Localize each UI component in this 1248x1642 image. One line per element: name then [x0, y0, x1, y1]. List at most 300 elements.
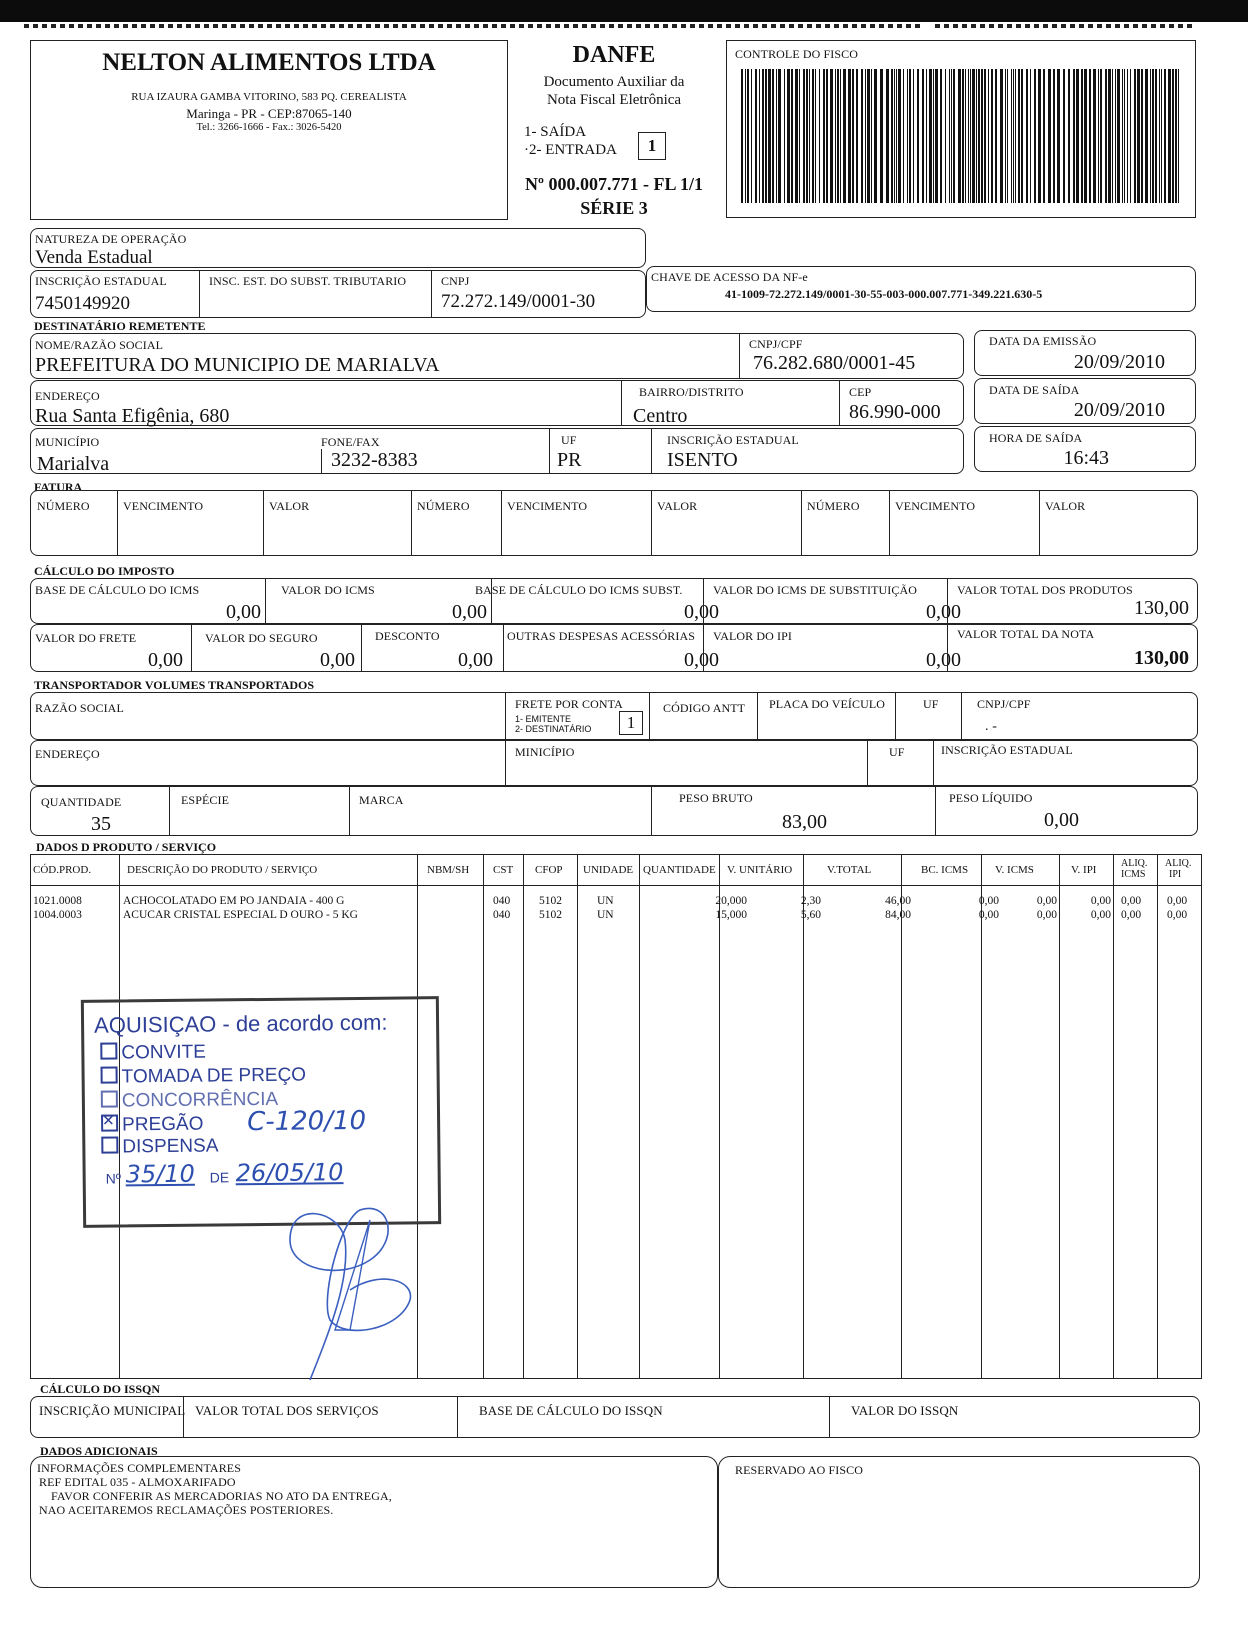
col-header-cod: CÓD.PROD.: [33, 864, 92, 876]
outras: 0,00: [684, 649, 719, 671]
barcode-bar: [1130, 69, 1131, 203]
barcode-bar: [995, 69, 997, 203]
barcode-bar: [819, 69, 820, 203]
barcode-bar: [1034, 69, 1036, 203]
barcode-bar: [907, 69, 908, 203]
barcode-bar: [958, 69, 961, 203]
col-header-total: V.TOTAL: [827, 864, 872, 876]
barcode-bar: [791, 69, 793, 203]
table-cell: 0,00: [1167, 909, 1188, 921]
transp-row2: [30, 740, 1198, 786]
dest-nome-box: [30, 333, 964, 379]
barcode-bar: [981, 69, 983, 203]
dest-ie-label: INSCRIÇÃO ESTADUAL: [667, 433, 799, 447]
barcode-bar: [1013, 69, 1014, 203]
transp-razao-label: RAZÃO SOCIAL: [35, 701, 124, 715]
col-header-unit: V. UNITÁRIO: [727, 864, 793, 876]
dest-endereco: Rua Santa Efigênia, 680: [35, 405, 230, 427]
dest-nome-label: NOME/RAZÃO SOCIAL: [35, 338, 164, 352]
barcode-bar: [787, 69, 790, 203]
transp-placa-label: PLACA DO VEÍCULO: [769, 697, 886, 711]
divider: [199, 271, 200, 317]
produtos-section: DADOS D PRODUTO / SERVIÇO: [36, 840, 217, 854]
transp-municipio-label: MINICÍPIO: [515, 745, 575, 759]
barcode-bar: [778, 69, 781, 203]
base-subst-label: BASE DE CÁLCULO DO ICMS SUBST.: [475, 583, 683, 597]
barcode-bar: [768, 69, 771, 203]
col-header-cfop: CFOP: [535, 864, 563, 876]
barcode-bar: [1115, 69, 1116, 203]
dest-cep: 86.990-000: [849, 401, 941, 423]
divider: [703, 625, 704, 671]
barcode-bar: [865, 69, 866, 203]
barcode-bar: [823, 69, 825, 203]
divider: [829, 1397, 830, 1437]
table-cell: 46,00: [885, 895, 911, 907]
fatura-col: VENCIMENTO: [895, 499, 976, 513]
table-header-divider: [31, 885, 1201, 886]
dest-hora-box: [974, 426, 1196, 472]
divider: [1157, 855, 1158, 1378]
barcode-bar: [765, 69, 767, 203]
table-cell: 20,000: [715, 895, 747, 907]
issqn-valor-label: VALOR DO ISSQN: [851, 1403, 959, 1418]
stamp-option-label: PREGÃO: [122, 1113, 204, 1136]
table-cell: ACUCAR CRISTAL ESPECIAL D OURO - 5 KG: [123, 909, 358, 921]
divider: [169, 787, 170, 835]
transp-endereco-label: ENDEREÇO: [35, 747, 100, 761]
transp-cnpj-label: CNPJ/CPF: [977, 697, 1031, 711]
transportador-section: TRANSPORTADOR VOLUMES TRANSPORTADOS: [34, 678, 315, 692]
table-cell: 0,00: [1036, 909, 1057, 921]
reservado-fisco-box: [718, 1456, 1200, 1588]
issqn-box: [30, 1396, 1200, 1438]
controle-fisco-label: CONTROLE DO FISCO: [735, 47, 859, 61]
barcode-bar: [970, 69, 971, 203]
barcode-bar: [1011, 69, 1012, 203]
divider: [265, 579, 266, 623]
info-line-3: NAO ACEITAREMOS RECLAMAÇÕES POSTERIORES.: [39, 1503, 334, 1517]
barcode-bar: [1073, 69, 1075, 203]
barcode-bar: [776, 69, 777, 203]
table-cell: 0,00: [1121, 895, 1142, 907]
divider: [263, 491, 264, 555]
info-line-2: FAVOR CONFERIR AS MERCADORIAS NO ATO DA ENTREGA,: [51, 1489, 392, 1503]
divider: [1059, 855, 1060, 1378]
barcode-bar: [880, 69, 883, 203]
divider: [651, 787, 652, 835]
perforation-line: [935, 24, 1195, 28]
barcode-bar: [1122, 69, 1123, 203]
dest-cnpj-label: CNPJ/CPF: [749, 337, 803, 351]
divider: [933, 741, 934, 785]
seguro-label: VALOR DO SEGURO: [205, 631, 318, 645]
transp-frete-opt2: 2- DESTINATÁRIO: [515, 724, 592, 734]
transp-liquido-label: PESO LÍQUIDO: [949, 791, 1033, 805]
divider: [901, 855, 902, 1378]
checked-box-icon: [101, 1114, 118, 1131]
base-subst: 0,00: [684, 601, 719, 623]
danfe-subtitle-1: Documento Auxiliar da: [543, 74, 685, 90]
table-cell: 0,00: [1090, 895, 1111, 907]
barcode-bar: [1145, 69, 1148, 203]
total-produtos-label: VALOR TOTAL DOS PRODUTOS: [957, 583, 1133, 597]
barcode-bar: [1048, 69, 1051, 203]
barcode-bar: [1081, 69, 1083, 203]
desconto-label: DESCONTO: [375, 629, 440, 643]
barcode-bar: [988, 69, 989, 203]
barcode-bar: [840, 69, 841, 203]
divider: [895, 693, 896, 739]
dest-bairro-label: BAIRRO/DISTRITO: [639, 385, 744, 399]
dest-hora-label: HORA DE SAÍDA: [989, 431, 1083, 445]
barcode-bar: [1053, 69, 1055, 203]
divider: [191, 625, 192, 671]
issqn-servicos-label: VALOR TOTAL DOS SERVIÇOS: [195, 1403, 379, 1418]
divider: [757, 693, 758, 739]
stamp-option-label: CONVITE: [121, 1041, 206, 1064]
barcode-bar: [909, 69, 911, 203]
barcode-bar: [972, 69, 975, 203]
divider: [867, 741, 868, 785]
barcode-bar: [1108, 69, 1111, 203]
barcode-bar: [856, 69, 858, 203]
table-cell: 5,60: [800, 909, 821, 921]
barcode-bar: [1141, 69, 1143, 203]
divider: [1039, 491, 1040, 555]
total-nota: 130,00: [1134, 647, 1189, 669]
col-header-qtd: QUANTIDADE: [643, 864, 716, 876]
transp-row3: [30, 786, 1198, 836]
stamp-option-pregao: [101, 1114, 204, 1137]
barcode-bar: [1005, 69, 1006, 203]
divider: [457, 1397, 458, 1437]
transp-frete-value: 1: [619, 711, 643, 735]
desconto: 0,00: [458, 649, 493, 671]
table-cell: ACHOCOLATADO EM PO JANDAIA - 400 G: [123, 895, 345, 907]
table-cell: 0,00: [1036, 895, 1057, 907]
dest-hora: 16:43: [1063, 447, 1109, 469]
table-cell: UN: [597, 895, 614, 907]
barcode-bar: [759, 69, 760, 203]
valor-icms-label: VALOR DO ICMS: [281, 583, 375, 597]
transp-frete-label: FRETE POR CONTA: [515, 697, 623, 711]
stamp-option-label: CONCORRÊNCIA: [121, 1088, 279, 1112]
dest-fone: 3232-8383: [331, 449, 418, 471]
barcode-bar: [1112, 69, 1113, 203]
destinatario-section: DESTINATÁRIO REMETENTE: [34, 319, 206, 333]
dest-fone-label: FONE/FAX: [321, 435, 380, 449]
barcode-bar: [1164, 69, 1166, 203]
barcode-bar: [917, 69, 919, 203]
dest-endereco-label: ENDEREÇO: [35, 389, 100, 403]
cnpj-value: 72.272.149/0001-30: [441, 291, 596, 312]
divider: [889, 491, 890, 555]
danfe-numero: Nº 000.007.771 - FL 1/1: [525, 174, 703, 194]
divider: [621, 381, 622, 425]
barcode-bar: [809, 69, 810, 203]
barcode-bar: [762, 69, 764, 203]
info-complementares-box: [30, 1456, 718, 1588]
barcode-bar: [799, 69, 800, 203]
danfe-subtitle-2: Nota Fiscal Eletrônica: [546, 92, 682, 108]
table-row: 1021.0008: [33, 895, 82, 907]
barcode-bar: [935, 69, 938, 203]
barcode-bar: [1178, 69, 1179, 203]
barcode-bar: [940, 69, 942, 203]
barcode-bar: [815, 69, 816, 203]
barcode-bar: [1030, 69, 1031, 203]
table-cell: 0,00: [978, 895, 999, 907]
barcode-bar: [1038, 69, 1041, 203]
dest-municipio-box: [30, 428, 964, 474]
stamp-option-dispensa: [101, 1135, 218, 1158]
barcode-bar: [1100, 69, 1102, 203]
divider: [361, 625, 362, 671]
divider: [431, 271, 432, 317]
barcode-bar: [991, 69, 993, 203]
barcode-bar: [1026, 69, 1028, 203]
danfe-tipo-box: 1: [638, 132, 666, 160]
icms-subst-label: VALOR DO ICMS DE SUBSTITUIÇÃO: [713, 583, 918, 597]
transp-especie-label: ESPÉCIE: [181, 793, 230, 807]
checkbox-icon: [101, 1136, 118, 1153]
col-header-bc: BC. ICMS: [921, 864, 969, 876]
ipi: 0,00: [926, 649, 961, 671]
col-header-cst: CST: [493, 864, 514, 876]
dest-bairro: Centro: [633, 405, 688, 427]
barcode-bar: [926, 69, 927, 203]
danfe-title: DANFE: [572, 42, 656, 68]
barcode-bar: [867, 69, 870, 203]
chave-label: CHAVE DE ACESSO DA NF-e: [651, 270, 808, 284]
transp-qtd-label: QUANTIDADE: [41, 795, 122, 809]
dest-emissao-label: DATA DA EMISSÃO: [989, 334, 1097, 348]
divider: [719, 855, 720, 1378]
barcode-bar: [913, 69, 914, 203]
fatura-col: NÚMERO: [807, 499, 860, 513]
dest-uf-label: UF: [561, 433, 577, 447]
table-cell: 040: [493, 895, 511, 907]
divider: [651, 429, 652, 473]
divider: [523, 855, 524, 1378]
barcode-bar: [1172, 69, 1174, 203]
barcode-bar: [896, 69, 897, 203]
barcode-bar: [894, 69, 895, 203]
barcode-bar: [837, 69, 839, 203]
barcode-bar: [949, 69, 950, 203]
table-row: 1004.0003: [33, 909, 82, 921]
fatura-col: NÚMERO: [37, 499, 90, 513]
divider: [649, 693, 650, 739]
barcode-bar: [861, 69, 863, 203]
barcode-bar: [812, 69, 814, 203]
dest-saida-box: [974, 378, 1196, 424]
issqn-im-label: INSCRIÇÃO MUNICIPAL: [39, 1403, 186, 1418]
dest-nome: PREFEITURA DO MUNICIPIO DE MARIALVA: [35, 354, 440, 376]
emitter-address: RUA IZAURA GAMBA VITORINO, 583 PQ. CEREALISTA: [131, 91, 407, 103]
divider: [505, 693, 506, 739]
barcode-bar: [1175, 69, 1177, 203]
barcode-bar: [1043, 69, 1045, 203]
barcode-bar: [1152, 69, 1154, 203]
barcode-bar: [1063, 69, 1065, 203]
divider: [183, 1397, 184, 1437]
divider: [981, 855, 982, 1378]
barcode-bar: [1015, 69, 1016, 203]
barcode-bar: [1105, 69, 1107, 203]
perforation-line: [24, 24, 924, 28]
issqn-base-label: BASE DE CÁLCULO DO ISSQN: [479, 1403, 663, 1418]
barcode-bar: [830, 69, 833, 203]
emitter-box: [30, 40, 508, 220]
ipi-label: VALOR DO IPI: [713, 629, 792, 643]
barcode-bar: [978, 69, 980, 203]
transp-cnpj-value: . -: [985, 719, 997, 734]
col-header-aliq-icms-sub: ICMS: [1121, 869, 1146, 880]
transp-frete-opt1: 1- EMITENTE: [515, 714, 572, 724]
barcode-bar: [1068, 69, 1070, 203]
imposto-row1: [30, 578, 1198, 624]
dest-emissao-box: [974, 330, 1196, 376]
barcode-bar: [933, 69, 934, 203]
barcode-bar: [1018, 69, 1020, 203]
outras-label: OUTRAS DESPESAS ACESSÓRIAS: [507, 629, 695, 643]
frete-label: VALOR DO FRETE: [35, 631, 137, 645]
barcode-bar: [1000, 69, 1003, 203]
barcode-bar: [965, 69, 966, 203]
transp-row1: [30, 692, 1198, 740]
imposto-row2: [30, 624, 1198, 672]
barcode-bar: [1127, 69, 1128, 203]
barcode-bar: [1007, 69, 1008, 203]
ie-value: 7450149920: [35, 293, 130, 314]
danfe-saida: 1- SAÍDA: [524, 124, 587, 140]
natureza-box: [30, 228, 646, 268]
barcode-bar: [1155, 69, 1157, 203]
info-label: INFORMAÇÕES COMPLEMENTARES: [37, 1461, 241, 1475]
divider: [321, 449, 322, 473]
natureza-label: NATUREZA DE OPERAÇÃO: [35, 232, 187, 246]
dest-municipio: Marialva: [37, 453, 110, 475]
checkbox-icon: [100, 1043, 117, 1060]
barcode-bar: [1159, 69, 1160, 203]
barcode-bar: [1150, 69, 1151, 203]
base-icms: 0,00: [226, 601, 261, 623]
col-header-aliq-icms: ALIQ.: [1121, 858, 1148, 869]
barcode-bar: [922, 69, 924, 203]
divider: [961, 693, 962, 739]
col-header-desc: DESCRIÇÃO DO PRODUTO / SERVIÇO: [127, 864, 318, 876]
checkbox-icon: [101, 1067, 118, 1084]
barcode-bar: [1124, 69, 1125, 203]
barcode-bar: [962, 69, 964, 203]
table-cell: 0,00: [1121, 909, 1142, 921]
transp-ie-label: INSCRIÇÃO ESTADUAL: [941, 743, 1073, 757]
barcode-bar: [795, 69, 798, 203]
transp-marca-label: MARCA: [359, 793, 404, 807]
divider: [651, 491, 652, 555]
divider: [935, 787, 936, 835]
chave-value: 41-1009-72.272.149/0001-30-55-003-000.007.771-349.221.630-5: [725, 287, 1043, 301]
barcode-bar: [1021, 69, 1023, 203]
barcode-bar: [1098, 69, 1099, 203]
barcode-bar: [826, 69, 828, 203]
table-cell: 0,00: [1167, 895, 1188, 907]
table-cell: 5102: [539, 909, 562, 921]
barcode-bar: [898, 69, 901, 203]
col-header-aliq-ipi: ALIQ.: [1165, 858, 1192, 869]
icms-subst: 0,00: [926, 601, 961, 623]
danfe-box: [508, 40, 720, 220]
barcode-bar: [886, 69, 889, 203]
divider: [483, 855, 484, 1378]
barcode-bar: [953, 69, 955, 203]
danfe-entrada: ·2- ENTRADA: [524, 142, 617, 158]
table-cell: 040: [493, 909, 511, 921]
barcode-bar: [741, 69, 743, 203]
table-cell: UN: [597, 909, 614, 921]
stamp-numero-prefix: Nº: [105, 1170, 122, 1187]
divider: [703, 579, 704, 623]
dest-uf: PR: [557, 449, 582, 471]
table-cell: 0,00: [1090, 909, 1111, 921]
cnpj-label: CNPJ: [441, 274, 470, 288]
divider: [739, 334, 740, 378]
transp-uf2-label: UF: [889, 745, 905, 759]
divider: [501, 491, 502, 555]
barcode-bar: [968, 69, 969, 203]
divider: [117, 491, 118, 555]
transp-bruto-label: PESO BRUTO: [679, 791, 753, 805]
emitter-city: Maringa - PR - CEP:87065-140: [186, 106, 352, 121]
barcode-bar: [747, 69, 749, 203]
col-header-vicms: V. ICMS: [995, 864, 1034, 876]
fatura-section: FATURA: [34, 480, 83, 494]
barcode-bar: [1137, 69, 1140, 203]
divider: [411, 491, 412, 555]
divider: [503, 625, 504, 671]
barcode: [741, 69, 1181, 203]
divider: [839, 381, 840, 425]
total-produtos: 130,00: [1134, 597, 1189, 619]
reservado-fisco-label: RESERVADO AO FISCO: [735, 1463, 863, 1477]
inscricao-box: [30, 270, 646, 318]
fatura-col: VENCIMENTO: [123, 499, 204, 513]
barcode-bar: [976, 69, 977, 203]
danfe-serie: SÉRIE 3: [580, 198, 648, 218]
divider: [1113, 855, 1114, 1378]
stamp-option-label: TOMADA DE PREÇO: [121, 1064, 307, 1088]
info-line-1: REF EDITAL 035 - ALMOXARIFADO: [39, 1475, 236, 1489]
barcode-bar: [755, 69, 757, 203]
dest-cnpj: 76.282.680/0001-45: [753, 352, 916, 374]
fatura-col: VALOR: [269, 499, 310, 513]
stamp-option-convite: [100, 1042, 206, 1065]
barcode-bar: [1089, 69, 1091, 203]
total-nota-label: VALOR TOTAL DA NOTA: [957, 627, 1095, 641]
col-header-unidade: UNIDADE: [583, 864, 634, 876]
dest-endereco-box: [30, 380, 964, 426]
divider: [505, 741, 506, 785]
divider: [549, 429, 550, 473]
barcode-bar: [772, 69, 774, 203]
barcode-bar: [1134, 69, 1136, 203]
adicionais-section: DADOS ADICIONAIS: [40, 1444, 158, 1458]
handwritten-code: C-120/10: [246, 1105, 367, 1138]
divider: [801, 491, 802, 555]
barcode-bar: [803, 69, 805, 203]
